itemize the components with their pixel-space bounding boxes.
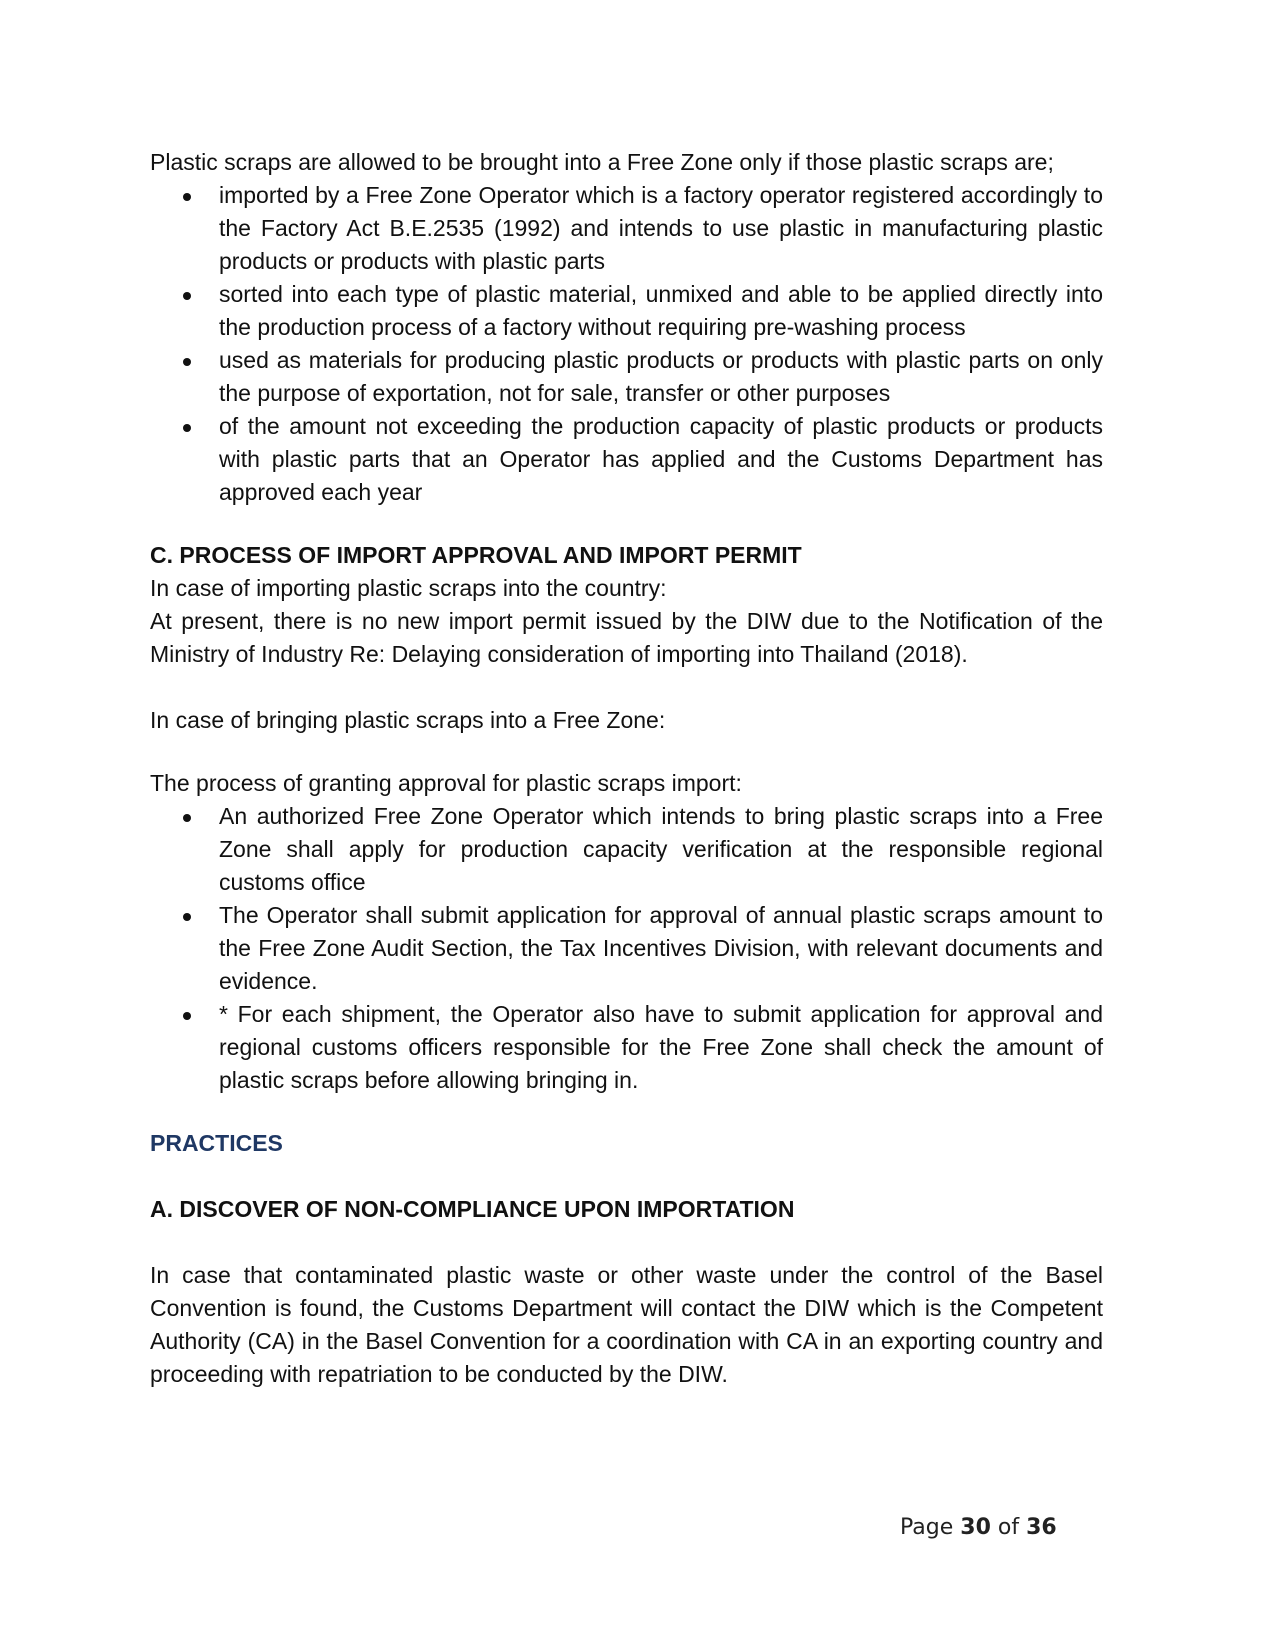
list-item <box>150 278 1103 344</box>
list-item <box>150 998 1103 1097</box>
list-item <box>150 179 1103 278</box>
spacer <box>150 1160 1103 1193</box>
process-step-text: * For each shipment, the Operator also have to submit application for approval and regional customs officers responsible for the Free Zone shall check the amount of plastic scraps before allowing bringing in. <box>219 1001 1103 1093</box>
bullet-icon <box>183 292 191 300</box>
bullet-icon <box>183 913 191 921</box>
list-item <box>150 410 1103 509</box>
condition-text: sorted into each type of plastic material, unmixed and able to be applied directly into the production process of a factory without requiring pre-washing process <box>219 281 1103 340</box>
document-body <box>150 146 1103 1391</box>
condition-text: used as materials for producing plastic products or products with plastic parts on only the purpose of exportation, not for sale, transfer or other purposes <box>219 347 1103 406</box>
of-label: of <box>997 1515 1020 1540</box>
bullet-icon <box>183 424 191 432</box>
section-c-heading: C. PROCESS OF IMPORT APPROVAL AND IMPORT PERMIT <box>150 542 802 568</box>
practices-paragraph: In case that contaminated plastic waste or other waste under the control of the Basel Convention is found, the Customs Department will contact the DIW which is the Competent Authority (CA) in the Basel Convention for a coordination with CA in an exporting country and proceeding with repatriation to be conducted by the DIW. <box>150 1262 1103 1387</box>
bullet-icon <box>183 1012 191 1020</box>
page-number: 30 <box>960 1515 991 1540</box>
bullet-icon <box>183 814 191 822</box>
spacer <box>150 737 1103 767</box>
section-c-line: In case of importing plastic scraps into the country: <box>150 575 667 601</box>
process-steps-list <box>150 800 1103 1097</box>
spacer <box>150 671 1103 704</box>
page-label: Page <box>900 1515 954 1540</box>
list-item <box>150 800 1103 899</box>
practices-subheading: A. DISCOVER OF NON-COMPLIANCE UPON IMPORTATION <box>150 1196 795 1222</box>
condition-text: of the amount not exceeding the production capacity of plastic products or products with plastic parts that an Operator has applied and the Customs Department has approved each year <box>219 413 1103 505</box>
spacer <box>150 1097 1103 1127</box>
section-c-line: In case of bringing plastic scraps into a Free Zone: <box>150 707 666 733</box>
bullet-icon <box>183 193 191 201</box>
spacer <box>150 1226 1103 1259</box>
section-c-line: The process of granting approval for plastic scraps import: <box>150 770 742 796</box>
list-item <box>150 344 1103 410</box>
practices-heading: PRACTICES <box>150 1130 283 1156</box>
bullet-icon <box>183 358 191 366</box>
spacer <box>150 509 1103 539</box>
total-pages: 36 <box>1026 1515 1057 1540</box>
condition-text: imported by a Free Zone Operator which is a factory operator registered accordingly to the Factory Act B.E.2535 (1992) and intends to use plastic in manufacturing plastic products or products with plastic parts <box>219 182 1103 274</box>
section-c-paragraph: At present, there is no new import permit issued by the DIW due to the Notification of the Ministry of Industry Re: Delaying consideration of importing into Thailand (2018). <box>150 608 1103 667</box>
process-step-text: The Operator shall submit application for approval of annual plastic scraps amount to the Free Zone Audit Section, the Tax Incentives Division, with relevant documents and evidence. <box>219 902 1103 994</box>
intro-paragraph: Plastic scraps are allowed to be brought into a Free Zone only if those plastic scraps are; <box>150 149 1054 175</box>
page-footer <box>900 1515 1057 1540</box>
conditions-list <box>150 179 1103 509</box>
list-item <box>150 899 1103 998</box>
process-step-text: An authorized Free Zone Operator which intends to bring plastic scraps into a Free Zone shall apply for production capacity verification at the responsible regional customs office <box>219 803 1103 895</box>
